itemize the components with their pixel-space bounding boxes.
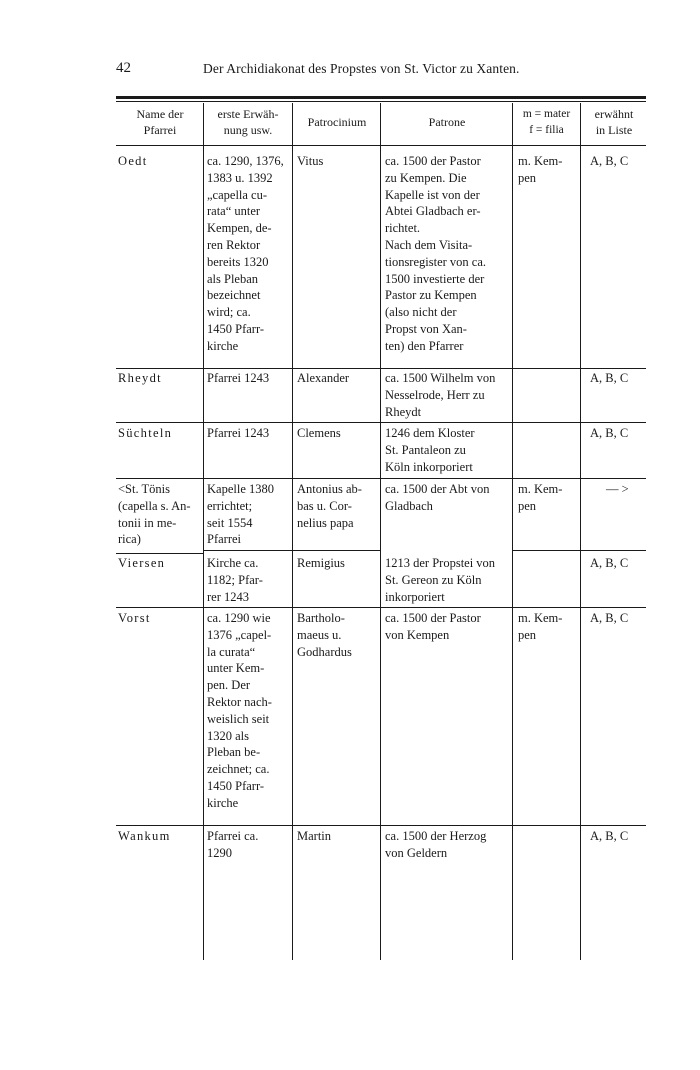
cell-mater-filia: m. Kem- pen — [518, 154, 563, 185]
header-first-mention: erste Erwäh- nung usw. — [217, 107, 279, 137]
cell-listed: A, B, C — [590, 426, 629, 440]
top-rule-thin — [116, 101, 646, 102]
cell-listed: A, B, C — [590, 154, 629, 168]
header-patrocinium: Patrocinium — [307, 115, 367, 129]
row-separator — [380, 422, 646, 423]
top-rule-thick — [116, 96, 646, 99]
cell-listed: A, B, C — [590, 371, 629, 385]
cell-first-mention: Pfarrei 1243 — [207, 426, 270, 440]
row-separator — [116, 553, 203, 554]
column-separator — [203, 103, 204, 960]
cell-name: Süchteln — [118, 426, 173, 440]
cell-patrone: ca. 1500 der Pastor von Kempen — [385, 611, 481, 642]
cell-patrocinium: Remigius — [297, 556, 345, 570]
cell-patrocinium: Martin — [297, 829, 332, 843]
cell-patrone: ca. 1500 Wilhelm von Nesselrode, Herr zu Rheydt — [385, 371, 496, 419]
cell-listed: A, B, C — [590, 556, 629, 570]
row-separator — [116, 422, 380, 423]
cell-name: Oedt — [118, 154, 148, 168]
row-separator — [512, 550, 646, 551]
header-listed: erwähnt in Liste — [594, 107, 634, 137]
row-separator — [116, 607, 646, 608]
cell-mater-filia: m. Kem- pen — [518, 482, 563, 513]
cell-patrocinium: Alexander — [297, 371, 350, 385]
cell-listed: A, B, C — [590, 829, 629, 843]
row-separator — [116, 825, 646, 826]
cell-name: Rheydt — [118, 371, 162, 385]
row-separator — [380, 368, 646, 369]
column-separator — [580, 103, 581, 960]
cell-name: Wankum — [118, 829, 171, 843]
cell-first-mention: Kirche ca. 1182; Pfar- rer 1243 — [207, 556, 263, 604]
cell-first-mention: ca. 1290 wie 1376 „capel- la curata“ unter Kem- pen. Der Rektor nach- weislich seit 1320 als Pleban be- zeichnet; ca. 1450 Pfarr- kirche — [207, 611, 272, 810]
cell-mater-filia: m. Kem- pen — [518, 611, 563, 642]
header-mater-filia: m = mater f = filia — [522, 108, 571, 136]
header-patrone: Patrone — [428, 115, 466, 129]
cell-listed: A, B, C — [590, 611, 629, 625]
header-name: Name der Pfarrei — [136, 107, 184, 137]
cell-listed: — > — [606, 482, 629, 496]
cell-patrone: 1246 dem Kloster St. Pantaleon zu Köln inkorporiert — [385, 426, 475, 474]
running-head: Der Archidiakonat des Propstes von St. Victor zu Xanten. — [203, 61, 520, 76]
cell-name: Vorst — [118, 611, 151, 625]
cell-patrone: ca. 1500 der Herzog von Geldern — [385, 829, 487, 860]
cell-patrocinium: Vitus — [297, 154, 324, 168]
cell-patrocinium: Antonius ab- bas u. Cor- nelius papa — [297, 482, 362, 530]
cell-first-mention: Kapelle 1380 errichtet; seit 1554 Pfarrei — [207, 482, 274, 547]
page-number: 42 — [116, 60, 131, 76]
row-separator — [116, 368, 380, 369]
cell-patrone: ca. 1500 der Abt von Gladbach — [385, 482, 490, 513]
cell-patrone: 1213 der Propstei von St. Gereon zu Köln inkorporiert — [385, 556, 496, 604]
cell-patrone: ca. 1500 der Pastor zu Kempen. Die Kapelle ist von der Abtei Gladbach er- richtet. Nach dem Visita- tionsregister von ca. 1500 investierte der Pastor zu Kempen (also nicht der Propst von Xan- ten) den Pfarrer — [385, 154, 487, 353]
row-separator — [203, 550, 380, 551]
header-rule — [116, 145, 646, 146]
cell-patrocinium: Clemens — [297, 426, 341, 440]
column-separator — [292, 103, 293, 960]
cell-first-mention: Pfarrei ca. 1290 — [207, 829, 259, 860]
cell-first-mention: Pfarrei 1243 — [207, 371, 270, 385]
cell-name: <St. Tönis (capella s. An- tonii in me- rica) — [118, 482, 191, 547]
cell-patrocinium: Bartholo- maeus u. Godhardus — [297, 611, 352, 659]
column-separator — [512, 103, 513, 960]
row-separator — [116, 478, 646, 479]
cell-name: Viersen — [118, 556, 166, 570]
column-separator — [380, 103, 381, 960]
cell-first-mention: ca. 1290, 1376, 1383 u. 1392 „capella cu- rata“ unter Kempen, de- ren Rektor bereits 1320 als Pleban bezeichnet wird; ca. 1450 Pfarr- kirche — [207, 154, 284, 353]
